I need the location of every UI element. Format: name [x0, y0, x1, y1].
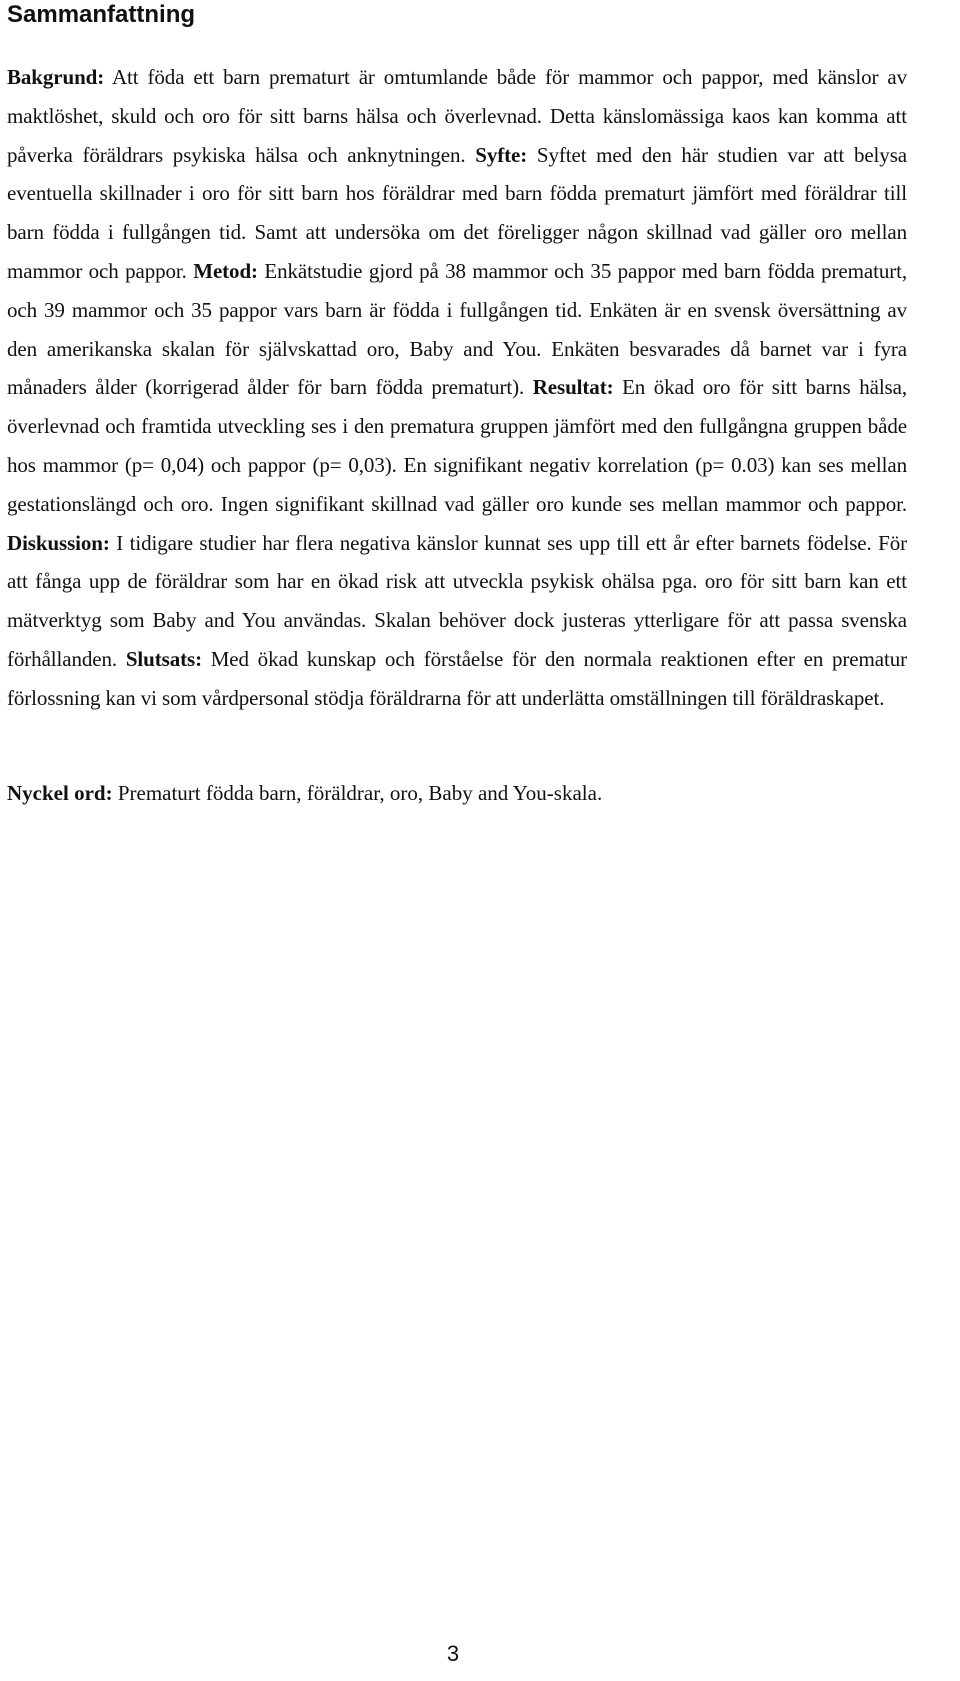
document-page [7, 0, 908, 1666]
keywords-label: Nyckel ord: [7, 780, 113, 805]
metod-label: Metod: [193, 258, 258, 283]
diskussion-text: I tidigare studier har flera negativa känslor kunnat ses upp till ett år efter barnets födelse. För att fånga upp de föräldrar som har en ökad risk att utveckla psykisk ohälsa pga. oro för sitt barn kan ett mätverktyg som Baby and You användas. Skalan behöver dock justeras ytterligare för att passa svenska förhållanden. [7, 530, 907, 671]
bakgrund-text: Att föda ett barn prematurt är omtumlande både för mammor och pappor, med känslor av maktlöshet, skuld och oro för sitt barns hälsa och överlevnad. Detta känslomässiga kaos kan komma att påverka föräldrars psykiska hälsa och anknytningen. [7, 65, 907, 167]
keywords-line [7, 778, 907, 808]
keywords-text: Prematurt födda barn, föräldrar, oro, Baby and You-skala. [112, 780, 603, 805]
page-number-text: 3 [446, 1641, 460, 1666]
abstract-paragraph [7, 58, 907, 718]
metod-text: Enkätstudie gjord på 38 mammor och 35 pappor med barn födda prematurt, och 39 mammor och 35 pappor vars barn är födda i fullgången tid. Enkäten är en svensk översättning av den amerikanska skalan för självskattad oro, Baby and You. Enkäten besvarades då barnet var i fyra månaders ålder (korrigerad ålder för barn födda prematurt). [7, 258, 907, 400]
page-number [7, 1640, 907, 1668]
diskussion-label: Diskussion: [7, 530, 110, 555]
page-title: Sammanfattning [7, 1, 196, 28]
resultat-text: En ökad oro för sitt barns hälsa, överlevnad och framtida utveckling ses i den prematura gruppen jämfört med den fullgångna gruppen både hos mammor (p= 0,04) och pappor (p= 0,03). En signifikant negativ korrelation (p= 0.03) kan ses mellan gestationslängd och oro. Ingen signifikant skillnad vad gäller oro kunde ses mellan mammor och pappor. [7, 375, 907, 516]
syfte-label: Syfte: [475, 142, 528, 167]
resultat-label: Resultat: [532, 375, 614, 400]
syfte-text: Syftet med den här studien var att belysa eventuella skillnader i oro för sitt barn hos föräldrar med barn födda prematurt jämfört med föräldrar till barn födda i fullgången tid. Samt att undersöka om det föreligger någon skillnad vad gäller oro mellan mammor och pappor. [7, 142, 907, 283]
bakgrund-label: Bakgrund: [7, 65, 105, 89]
slutsats-label: Slutsats: [125, 646, 202, 671]
slutsats-text: Med ökad kunskap och förståelse för den normala reaktionen efter en prematur förlossning kan vi som vårdpersonal stödja föräldrarna för att underlätta omställningen till föräldraskapet. [7, 646, 908, 710]
